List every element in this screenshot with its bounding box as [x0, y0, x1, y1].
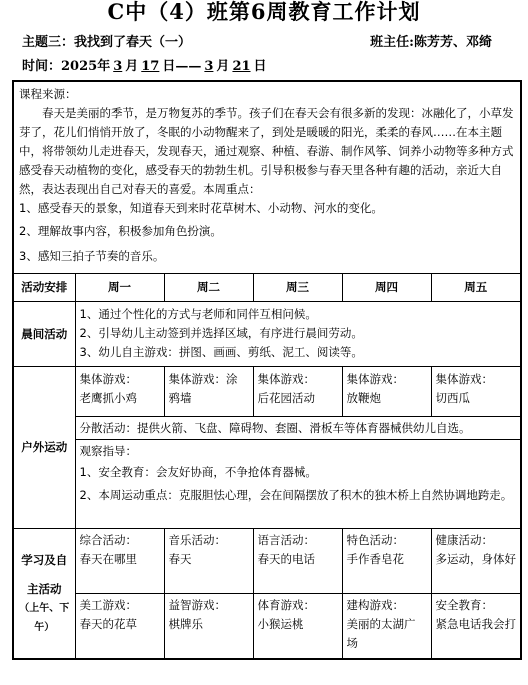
- day-header: 周四: [342, 274, 431, 302]
- study-cell: [253, 529, 342, 594]
- study-cell: [75, 529, 164, 594]
- outdoor-label: 户外运动: [13, 367, 75, 529]
- activity-type: 美工游戏：: [79, 598, 137, 612]
- study-cell: [164, 594, 253, 660]
- activity-type: 安全教育：: [435, 598, 493, 612]
- start-day: 17: [141, 59, 160, 74]
- activity-name: 春天在哪里: [79, 552, 137, 566]
- activity-name: 春天的花草: [79, 617, 137, 631]
- activity-name: 小猴运桃: [257, 617, 304, 631]
- activity-type: 体育游戏：: [257, 598, 315, 612]
- page-title: C中（4）班第6周教育工作计划: [107, 0, 421, 24]
- activity-name: 紧急电话我会打: [435, 617, 516, 631]
- activity-type: 音乐活动：: [168, 533, 226, 547]
- observation-item: 1、安全教育：会友好协商，不争抢体育器械。: [79, 465, 317, 479]
- activity-type: 益智游戏：: [168, 598, 226, 612]
- end-month: 3: [204, 59, 214, 74]
- end-month-char: 月: [216, 59, 230, 74]
- study-cell: [75, 594, 164, 660]
- game-name: 后花园活动: [257, 391, 315, 405]
- activity-name: 春天: [168, 552, 192, 566]
- game-type: 集体游戏：涂: [168, 372, 238, 386]
- plan-table: [12, 80, 522, 660]
- study-cell: [164, 529, 253, 594]
- morning-row: [13, 302, 521, 367]
- game-name: 老鹰抓小鸡: [79, 391, 137, 405]
- start-month: 3: [113, 59, 123, 74]
- teacher-value: 陈芳芳、邓绮: [413, 35, 492, 50]
- study-label-line: 主活动: [27, 581, 62, 596]
- day-header: 周五: [431, 274, 521, 302]
- observation-title: 观察指导：: [79, 444, 137, 458]
- end-day-char: 日: [253, 59, 267, 74]
- game-type: 集体游戏：: [79, 372, 137, 386]
- time-year: 2025年: [61, 59, 111, 74]
- activity-name: 棋牌乐: [168, 617, 203, 631]
- teacher-info: [370, 31, 492, 50]
- theme-row: [22, 31, 512, 49]
- game-type: 集体游戏：: [346, 372, 404, 386]
- course-source-paragraph: 春天是美丽的季节，是万物复苏的季节。孩子们在春天会有很多新的发现：冰融化了，小草发芽了，花儿们悄悄开放了，冬眠的小动物醒来了，到处是暖暖的阳光，柔柔的春风……在本主题中，将带领幼儿走进春天，发现春天，通过观察、种植、春游、制作风筝、饲养小动物等多种方式感受春天动植物的变化，感受春天的勃勃生机。引导积极参与春天里各种有趣的活动，亲近大自然，表达表现出自己对春天的喜爱。本周重点：: [19, 106, 514, 196]
- group-activity: 分散活动：提供火箭、飞盘、障碍物、套圈、滑板车等体育器械供幼儿自选。: [75, 417, 521, 440]
- study-row-2: [13, 594, 521, 660]
- date-separator: ——: [175, 59, 202, 74]
- theme-label: 主题三：: [22, 35, 75, 50]
- study-cell: [431, 529, 521, 594]
- game-name: 放鞭炮: [346, 391, 381, 405]
- end-day: 21: [232, 59, 251, 74]
- game-name: 鸦墙: [168, 391, 192, 405]
- teacher-label: 班主任:: [370, 35, 414, 50]
- study-label: [13, 529, 75, 660]
- morning-item: 2、引导幼儿主动签到并选择区域，有序进行晨间劳动。: [79, 326, 363, 340]
- schedule-label: 活动安排: [13, 274, 75, 302]
- course-source-row: [13, 81, 521, 274]
- activity-type: 综合活动：: [79, 533, 137, 547]
- game-name: 切西瓜: [435, 391, 470, 405]
- activity-type: 建构游戏：: [346, 598, 404, 612]
- morning-cell: [75, 302, 521, 367]
- activity-type: 特色活动：: [346, 533, 404, 547]
- morning-item: 1、通过个性化的方式与老师和同伴互相问候。: [79, 307, 317, 321]
- outdoor-game-cell: [431, 367, 521, 417]
- observation-item: 2、本周运动重点：克服胆怯心理，会在间隔摆放了积木的独木桥上自然协调地跨走。: [79, 488, 513, 502]
- course-source-label: 课程来源：: [19, 87, 77, 101]
- study-cell: [253, 594, 342, 660]
- focus-point: 1、感受春天的景象，知道春天到来时花草树木、小动物、河水的变化。: [19, 201, 383, 215]
- outdoor-game-cell: [164, 367, 253, 417]
- study-label-note: （上午、下午）: [19, 602, 70, 633]
- morning-label: 晨间活动: [13, 302, 75, 367]
- activity-name: 手作香皂花: [346, 552, 404, 566]
- date-row: [22, 55, 267, 74]
- observation-cell: [75, 440, 521, 529]
- study-row-1: [13, 529, 521, 594]
- game-type: 集体游戏：: [435, 372, 493, 386]
- outdoor-game-cell: [253, 367, 342, 417]
- game-type: 集体游戏：: [257, 372, 315, 386]
- focus-point: 2、理解故事内容，积极参加角色扮演。: [19, 224, 222, 238]
- outdoor-observation-row: [13, 440, 521, 529]
- day-header: 周二: [164, 274, 253, 302]
- time-label: 时间：: [22, 59, 62, 74]
- activity-type: 健康活动：: [435, 533, 493, 547]
- study-label-line: 学习及自: [21, 552, 68, 567]
- start-day-char: 日: [162, 59, 176, 74]
- activity-name: 多运动，身体好: [435, 552, 516, 566]
- day-header: 周三: [253, 274, 342, 302]
- outdoor-game-cell: [342, 367, 431, 417]
- activity-type: 语言活动：: [257, 533, 315, 547]
- activity-name: 美丽的太湖广场: [346, 617, 416, 650]
- day-header: 周一: [75, 274, 164, 302]
- course-source-cell: [13, 81, 521, 274]
- focus-point: 3、感知三拍子节奏的音乐。: [19, 249, 165, 263]
- study-cell: [342, 529, 431, 594]
- schedule-header-row: [13, 274, 521, 302]
- start-month-char: 月: [125, 59, 139, 74]
- study-cell: [431, 594, 521, 660]
- morning-item: 3、幼儿自主游戏：拼图、画画、剪纸、泥工、阅读等。: [79, 345, 363, 359]
- activity-name: 春天的电话: [257, 552, 315, 566]
- outdoor-game-cell: [75, 367, 164, 417]
- outdoor-games-row: [13, 367, 521, 417]
- study-cell: [342, 594, 431, 660]
- outdoor-group-row: [13, 417, 521, 440]
- theme-value: 我找到了春天（一）: [74, 35, 192, 50]
